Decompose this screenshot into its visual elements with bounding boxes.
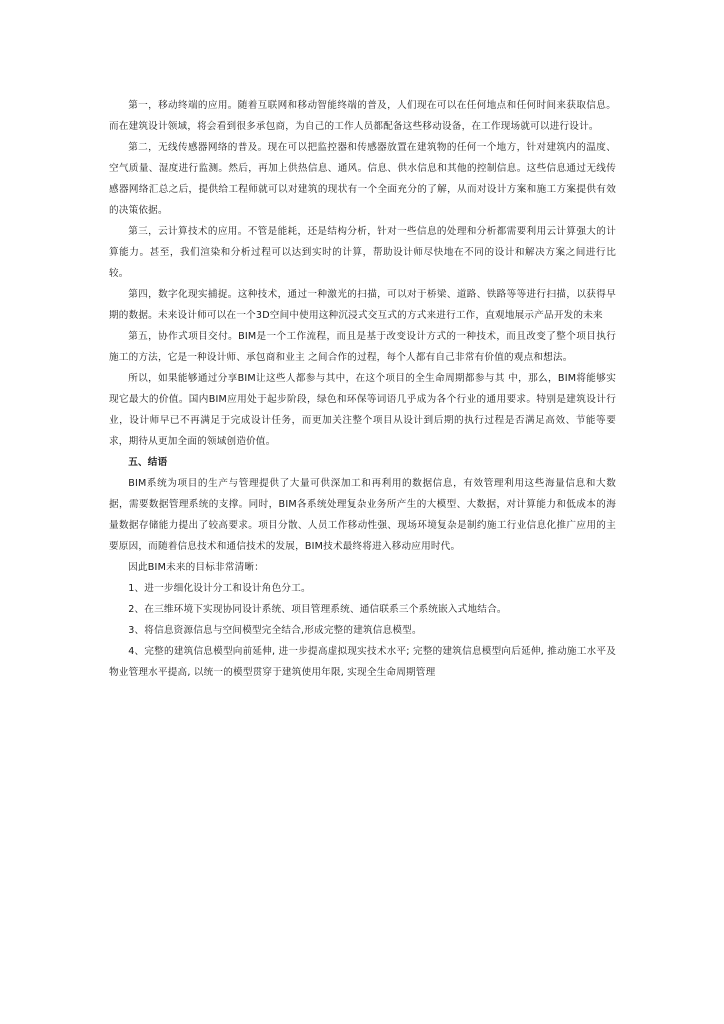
paragraph-bim-value: 所以，如果能够通过分享BIM让这些人都参与其中，在这个项目的全生命周期都参与其 中，那么，BIM将能够实现它最大的价值。国内BIM应用处于起步阶段，绿色和环保等词语几乎成为各个行业的通用要求。特别是建筑设计行业，设计师早已不再满足于完成设计任务，而更加关注整个项目从设计到后期的执行过程是否满足高效、节能等要求，期待从更加全面的领域创造价值。 bbox=[109, 373, 616, 447]
paragraph-goals-intro: 因此BIM未来的目标非常清晰： bbox=[128, 562, 265, 573]
list-item-goal-2: 2、在三维环境下实现协同设计系统、项目管理系统、通信联系三个系统嵌入式地结合。 bbox=[128, 604, 507, 615]
list-item-goal-4: 4、完整的建筑信息模型向前延伸, 进一步提高虚拟现实技术水平; 完整的建筑信息模型向后延伸, 推动施工水平及物业管理水平提高, 以统一的模型贯穿于建筑使用年限, 实现全生命周期管理 bbox=[109, 646, 616, 678]
document-page bbox=[109, 95, 616, 683]
paragraph-cloud-computing: 第三，云计算技术的应用。不管是能耗，还是结构分析，针对一些信息的处理和分析都需要利用云计算强大的计算能力。甚至，我们渲染和分析过程可以达到实时的计算，帮助设计师尽快地在不同的设计和解决方案之间进行比较。 bbox=[109, 226, 616, 279]
paragraph-mobile-terminal: 第一，移动终端的应用。随着互联网和移动智能终端的普及，人们现在可以在任何地点和任何时间来获取信息。而在建筑设计领域，将会看到很多承包商，为自己的工作人员都配备这些移动设备，在工作现场就可以进行设计。 bbox=[109, 100, 616, 132]
section-heading-conclusion: 五、结语 bbox=[128, 457, 168, 468]
paragraph-conclusion: BIM系统为项目的生产与管理提供了大量可供深加工和再利用的数据信息，有效管理利用这些海量信息和大数据，需要数据管理系统的支撑。同时，BIM各系统处理复杂业务所产生的大模型、大数据，对计算能力和低成本的海量数据存储能力提出了较高要求。项目分散、人员工作移动性强、现场环境复杂是制约施工行业信息化推广应用的主要原因，而随着信息技术和通信技术的发展，BIM技术最终将进入移动应用时代。 bbox=[109, 478, 616, 552]
list-item-goal-1: 1、进一步细化设计分工和设计角色分工。 bbox=[128, 583, 311, 594]
paragraph-sensor-network: 第二，无线传感器网络的普及。现在可以把监控器和传感器放置在建筑物的任何一个地方，针对建筑内的温度、空气质量、湿度进行监测。然后，再加上供热信息、通风。信息、供水信息和其他的控制信息。这些信息通过无线传感器网络汇总之后，提供给工程师就可以对建筑的现状有一个全面充分的了解，从而对设计方案和施工方案提供有效的决策依据。 bbox=[109, 142, 616, 216]
paragraph-collaborative-delivery: 第五，协作式项目交付。BIM是一个工作流程，而且是基于改变设计方式的一种技术，而且改变了整个项目执行施工的方法，它是一种设计师、承包商和业主 之间合作的过程，每个人都有自己非常有价值的观点和想法。 bbox=[109, 331, 616, 363]
paragraph-reality-capture: 第四，数字化现实捕捉。这种技术，通过一种激光的扫描，可以对于桥梁、道路、铁路等等进行扫描，以获得早期的数据。未来设计师可以在一个3D空间中使用这种沉浸式交互式的方式来进行工作，直观地展示产品开发的未来 bbox=[109, 289, 616, 321]
list-item-goal-3: 3、将信息资源信息与空间模型完全结合,形成完整的建筑信息模型。 bbox=[128, 625, 422, 636]
